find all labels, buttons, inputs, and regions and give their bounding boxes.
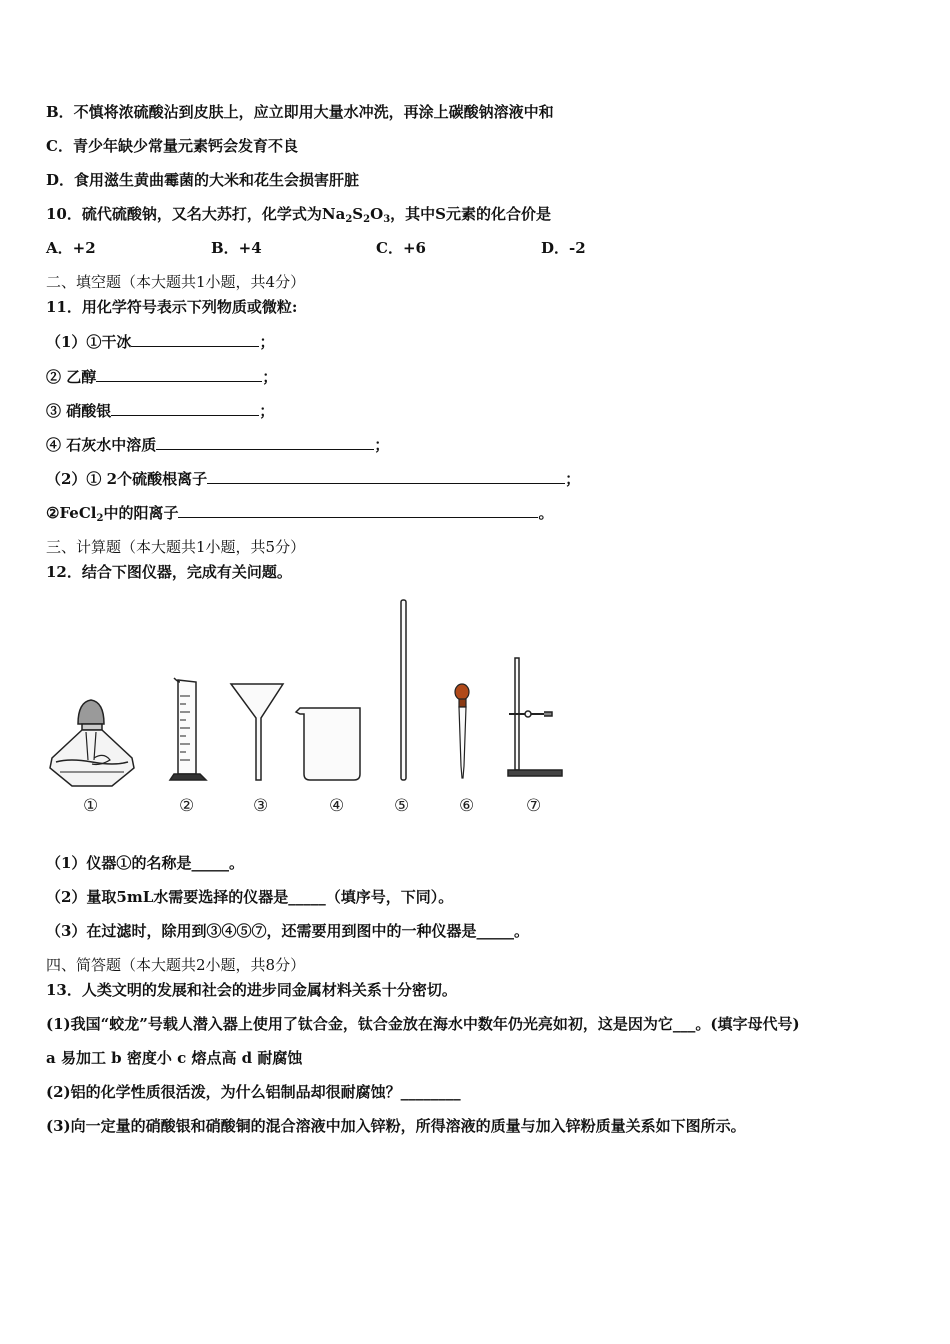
q10-option-d: D．-2 — [541, 239, 586, 257]
q11-item-2-1: （2）① 2个硫酸根离子 ； — [46, 470, 581, 488]
q13-stem: 13．人类文明的发展和社会的进步同金属材料关系十分密切。 — [46, 981, 457, 999]
q12-sub-2: （2）量取5mL水需要选择的仪器是_____（填序号，下同）。 — [46, 888, 454, 906]
q11-item-1-1: （1）①干冰 ； — [46, 333, 275, 351]
apparatus-label-3: ③ — [253, 796, 269, 816]
beaker-icon — [296, 708, 360, 780]
apparatus-label-7: ⑦ — [526, 796, 542, 816]
q13-sub-3: (3)向一定量的硝酸银和硝酸铜的混合溶液中加入锌粉，所得溶液的质量与加入锌粉质量关系如下图所示。 — [46, 1117, 746, 1135]
dropper-icon — [455, 684, 469, 778]
q11-item-1-2: ② 乙醇 ； — [46, 368, 278, 386]
funnel-icon — [231, 684, 283, 780]
apparatus-label-5: ⑤ — [394, 796, 410, 816]
section4-title: 四、简答题（本大题共2小题，共8分） — [46, 956, 306, 974]
apparatus-label-6: ⑥ — [459, 796, 475, 816]
alcohol-lamp-icon — [50, 700, 134, 786]
q12-sub-1: （1）仪器①的名称是_____。 — [46, 854, 244, 872]
apparatus-label-1: ① — [83, 796, 99, 816]
glass-rod-icon — [401, 600, 406, 780]
q13-sub-1: (1)我国“蛟龙”号载人潜入器上使用了钛合金，钛合金放在海水中数年仍光亮如初，这是因为它___。(填字母代号) — [46, 1015, 800, 1033]
q13-sub-2: (2)铝的化学性质很活泼，为什么铝制品却很耐腐蚀？________ — [46, 1083, 461, 1101]
q13-sub-1-options: a 易加工 b 密度小 c 熔点高 d 耐腐蚀 — [46, 1049, 303, 1067]
apparatus-label-4: ④ — [329, 796, 345, 816]
q9-option-c: C．青少年缺少常量元素钙会发育不良 — [46, 137, 298, 155]
q11-item-1-4: ④ 石灰水中溶质 ； — [46, 436, 390, 454]
q11-item-1-3: ③ 硝酸银 ； — [46, 402, 275, 420]
q11-stem: 11．用化学符号表示下列物质或微粒: — [46, 298, 298, 316]
section2-title: 二、填空题（本大题共1小题，共4分） — [46, 273, 306, 291]
iron-stand-icon — [508, 658, 562, 776]
q10-option-b: B．+4 — [211, 239, 262, 257]
section3-title: 三、计算题（本大题共1小题，共5分） — [46, 538, 306, 556]
q9-option-d: D．食用滋生黄曲霉菌的大米和花生会损害肝脏 — [46, 171, 360, 189]
q11-item-2-2: ②FeCl$_2$中的阳离子 。 — [46, 504, 554, 524]
graduated-cylinder-icon — [170, 678, 206, 780]
q10-option-a: A．+2 — [46, 239, 96, 257]
apparatus-label-2: ② — [179, 796, 195, 816]
q12-stem: 12．结合下图仪器，完成有关问题。 — [46, 563, 292, 581]
q10-stem: 10．硫代硫酸钠，又名大苏打，化学式为$Na_2S_2O_3$，其中S元素的化合价是 — [46, 205, 551, 225]
q12-sub-3: （3）在过滤时，除用到③④⑤⑦，还需要用到图中的一种仪器是_____。 — [46, 922, 529, 940]
q9-option-b: B．不慎将浓硫酸沾到皮肤上，应立即用大量水冲洗，再涂上碳酸钠溶液中和 — [46, 103, 554, 121]
q10-option-c: C．+6 — [376, 239, 426, 257]
